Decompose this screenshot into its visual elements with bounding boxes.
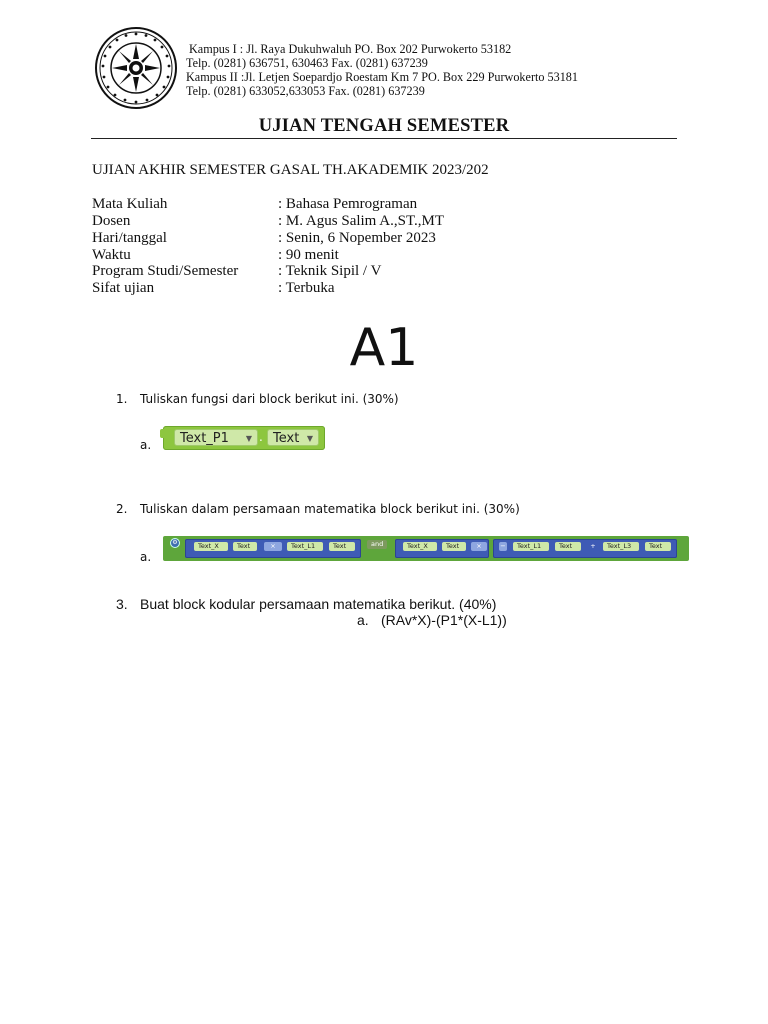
info-label-course: Mata Kuliah bbox=[92, 196, 168, 212]
block-chip: Text bbox=[329, 542, 355, 551]
block-chip: Text_L1 bbox=[287, 542, 323, 551]
block-notch bbox=[160, 429, 167, 438]
block-dropdown-component bbox=[174, 429, 258, 446]
address-line-2: Telp. (0281) 636751, 630463 Fax. (0281) 637239 bbox=[186, 56, 428, 70]
address-line-3: Kampus II :Jl. Letjen Soepardjo Roestam Km 7 PO. Box 229 Purwokerto 53181 bbox=[186, 70, 578, 84]
mutator-gear-icon: ⚙ bbox=[170, 538, 180, 548]
title-divider bbox=[91, 138, 677, 139]
info-value-lecturer: : M. Agus Salim A.,ST.,MT bbox=[278, 213, 444, 229]
block-operator: × bbox=[471, 542, 487, 551]
question-1-sub-a: a. bbox=[140, 438, 152, 452]
block-operator: + bbox=[590, 542, 596, 550]
question-3-number: 3. bbox=[116, 596, 128, 612]
code-block-2 bbox=[163, 536, 689, 561]
info-label-lecturer: Dosen bbox=[92, 213, 131, 229]
info-value-program: : Teknik Sipil / V bbox=[278, 263, 382, 279]
info-label-program: Program Studi/Semester bbox=[92, 263, 239, 279]
university-seal-logo bbox=[94, 26, 178, 110]
dropdown-arrow-icon: ▼ bbox=[306, 434, 313, 443]
question-3-text: Buat block kodular persamaan matematika berikut. (40%) bbox=[140, 596, 497, 612]
block-chip: Text_L1 bbox=[513, 542, 549, 551]
question-3-sub-a: a. bbox=[357, 612, 369, 628]
info-value-course: : Bahasa Pemrograman bbox=[278, 196, 418, 212]
block-and-label: and bbox=[367, 540, 387, 549]
block-chip: Text_L3 bbox=[603, 542, 639, 551]
exam-code: A1 bbox=[349, 318, 419, 378]
dropdown-label: Text bbox=[273, 431, 300, 446]
address-line-4: Telp. (0281) 633052,633053 Fax. (0281) 637239 bbox=[186, 84, 425, 98]
question-1-text: Tuliskan fungsi dari block berikut ini. (30%) bbox=[140, 392, 399, 406]
block-chip: Text bbox=[442, 542, 466, 551]
block-operator: − bbox=[500, 542, 506, 550]
code-block-1 bbox=[163, 426, 325, 450]
dropdown-arrow-icon: ▼ bbox=[245, 434, 252, 443]
block-chip: Text_X bbox=[403, 542, 437, 551]
question-2-sub-a: a. bbox=[140, 550, 152, 564]
info-value-date: : Senin, 6 Nopember 2023 bbox=[278, 230, 436, 246]
block-chip: Text bbox=[555, 542, 581, 551]
block-operator: × bbox=[264, 542, 282, 551]
block-chip: Text bbox=[645, 542, 671, 551]
block-dropdown-property bbox=[267, 429, 319, 446]
dropdown-label: Text_P1 bbox=[180, 431, 229, 446]
question-1-number: 1. bbox=[116, 392, 128, 406]
info-value-exam-type: : Terbuka bbox=[278, 280, 335, 296]
question-2-number: 2. bbox=[116, 502, 128, 516]
info-label-exam-type: Sifat ujian bbox=[92, 280, 155, 296]
info-label-date: Hari/tanggal bbox=[92, 230, 167, 246]
exam-subtitle: UJIAN AKHIR SEMESTER GASAL TH.AKADEMIK 2023/202 bbox=[92, 162, 489, 178]
block-chip: Text_X bbox=[194, 542, 228, 551]
address-line-1: Kampus I : Jl. Raya Dukuhwaluh PO. Box 202 Purwokerto 53182 bbox=[189, 42, 512, 56]
page-title: UJIAN TENGAH SEMESTER bbox=[258, 116, 510, 136]
info-value-time: : 90 menit bbox=[278, 247, 339, 263]
block-separator: . bbox=[259, 430, 263, 444]
question-2-text: Tuliskan dalam persamaan matematika block berikut ini. (30%) bbox=[140, 502, 520, 516]
info-label-time: Waktu bbox=[92, 247, 131, 263]
block-chip: Text bbox=[233, 542, 257, 551]
question-3-formula: (RAv*X)-(P1*(X-L1)) bbox=[381, 612, 507, 628]
